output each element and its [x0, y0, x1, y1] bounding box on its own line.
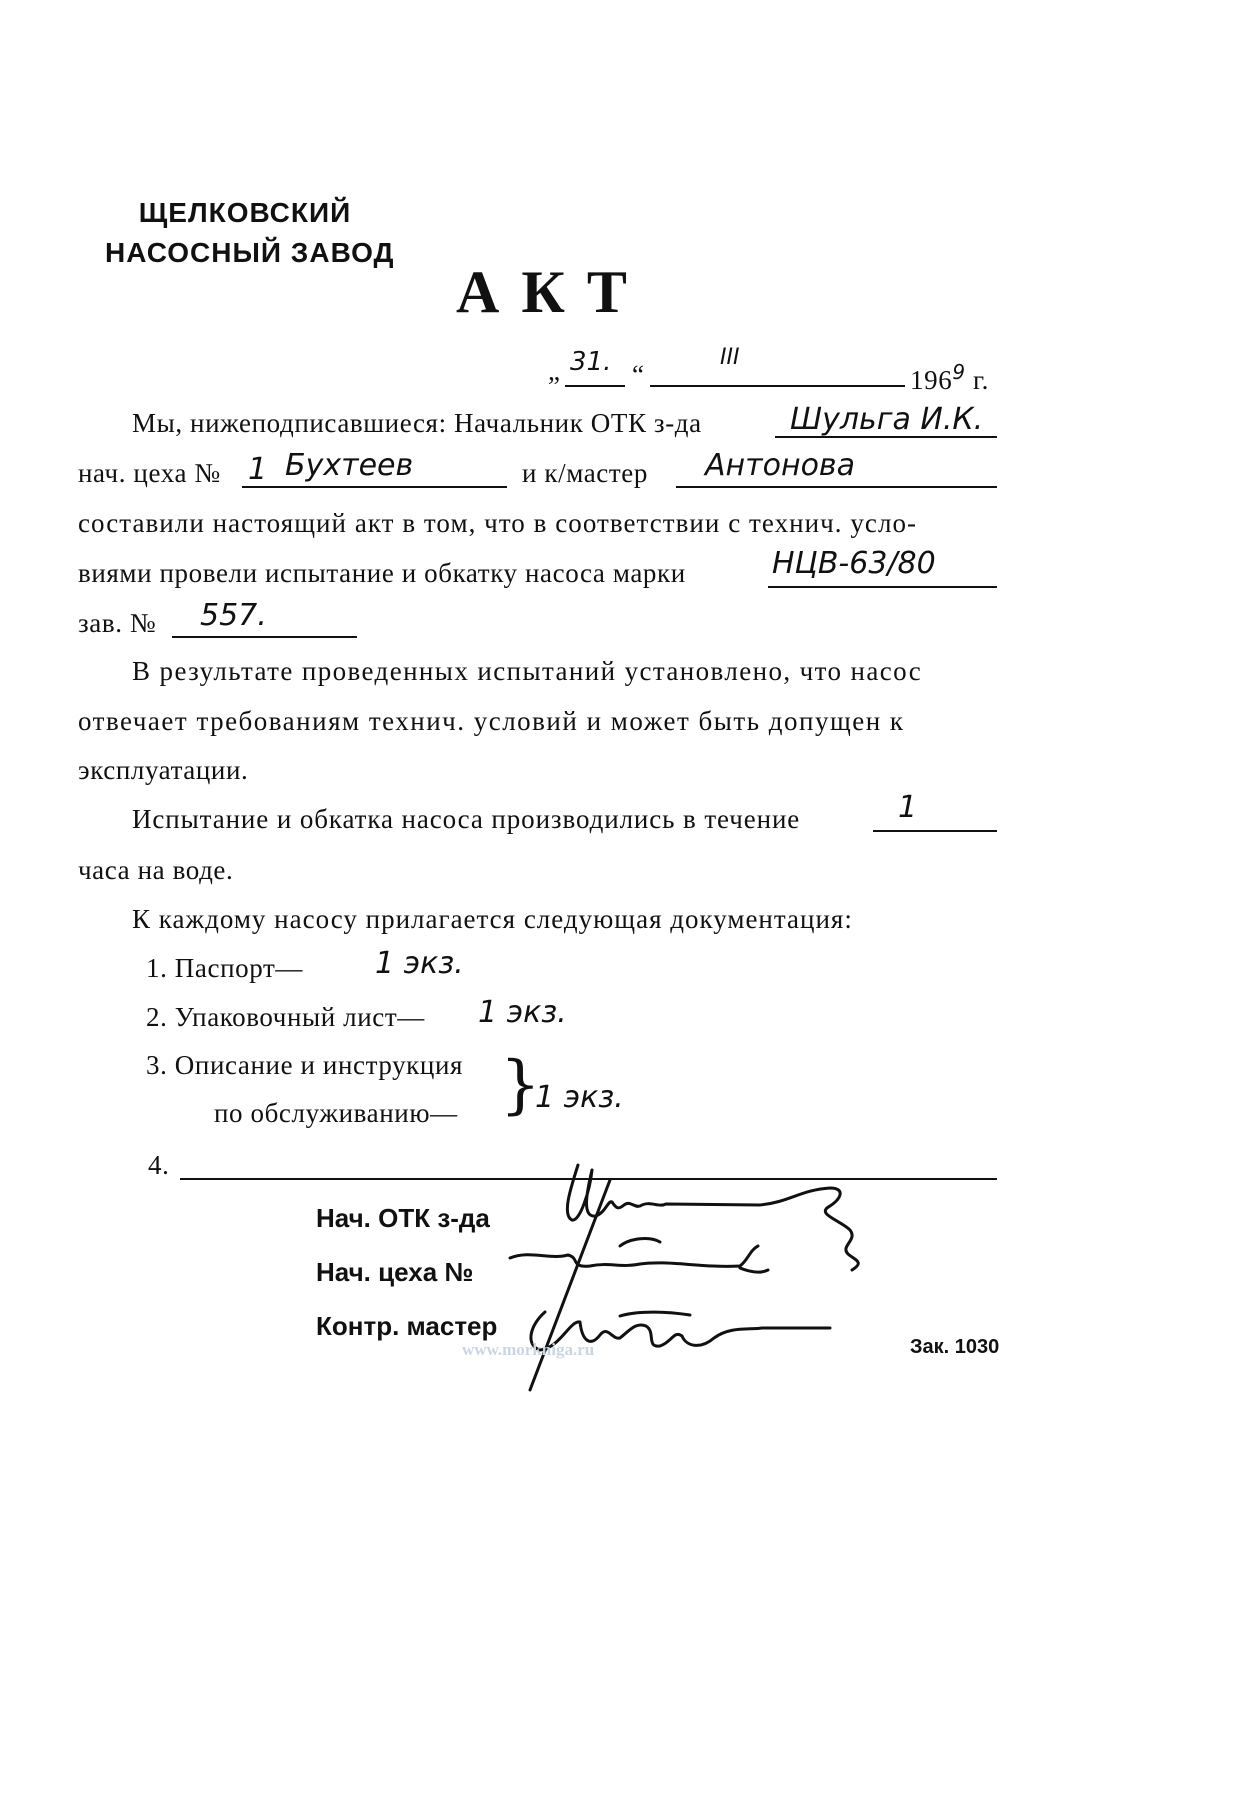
result-line-3: эксплуатации. [78, 755, 249, 785]
document-item-1-qty: 1 экз. [375, 946, 464, 981]
signature-shop-chief [510, 1239, 768, 1273]
foreman-name: Антонова [705, 448, 855, 483]
foreman-label: и к/мастер [522, 458, 648, 488]
shop-label: нач. цеха № [78, 458, 221, 488]
signature-foreman-label: Контр. мастер [316, 1311, 498, 1341]
date-year [910, 360, 989, 396]
organization-line-2: НАСОСНЫЙ ЗАВОД [105, 237, 395, 268]
foreman-underline [676, 486, 997, 488]
duration-underline [873, 830, 997, 832]
pump-model: НЦВ-63/80 [772, 546, 936, 581]
document-item-3: 3. Описание и инструкция [146, 1050, 464, 1080]
document-item-3-qty: 1 экз. [535, 1080, 624, 1115]
intro-label: Мы, нижеподписавшиеся: Начальник ОТК з-да [132, 408, 702, 438]
organization-line-1: ЩЕЛКОВСКИЙ [138, 197, 352, 228]
pump-model-label: виями провели испытание и обкатку насоса марки [78, 558, 686, 588]
documentation-intro: К каждому насосу прилагается следующая документация: [132, 904, 853, 934]
pump-model-underline [768, 586, 997, 588]
document-title: АКТ [456, 259, 649, 325]
duration-value: 1 [898, 790, 918, 825]
watermark: www.morkniga.ru [462, 1340, 595, 1359]
brace-icon: } [500, 1048, 541, 1122]
year-digit: 9 [952, 360, 966, 384]
result-line-2: отвечает требованиям технич. условий и может быть допущен к [78, 706, 905, 736]
document-item-4: 4. [148, 1150, 170, 1180]
date-close-quote: “ [632, 360, 645, 390]
shop-number: 1 [248, 452, 268, 487]
document-item-3-line-2: по обслуживанию— [214, 1098, 458, 1128]
signatures-handwriting [500, 1150, 900, 1400]
serial-underline [172, 636, 357, 638]
month-underline [650, 385, 905, 387]
otk-chief-name: Шульга И.К. [790, 402, 984, 437]
signature-otk-label: Нач. ОТК з-да [316, 1203, 490, 1233]
order-number: Зак. 1030 [910, 1336, 1000, 1358]
date-open-quote: „ [548, 356, 561, 386]
organization-name [105, 193, 395, 273]
year-suffix: г. [973, 365, 989, 395]
duration-label: Испытание и обкатка насоса производились в течение [132, 804, 801, 834]
result-line-1: В результате проведенных испытаний установлено, что насос [132, 656, 923, 686]
duration-line-2: часа на воде. [78, 855, 234, 885]
date-day: 31. [570, 347, 612, 377]
body-line-3: составили настоящий акт в том, что в соответствии с технич. усло- [78, 508, 918, 538]
shop-chief-name: Бухтеев [285, 448, 414, 483]
document-item-2-qty: 1 экз. [478, 995, 567, 1030]
serial-number: 557. [200, 598, 267, 633]
serial-label: зав. № [78, 608, 157, 638]
date-month: III [720, 345, 740, 370]
year-prefix: 196 [910, 365, 953, 395]
signature-shop-label: Нач. цеха № [316, 1257, 474, 1287]
document-item-1: 1. Паспорт— [146, 953, 303, 983]
day-underline [565, 385, 625, 387]
document-item-2: 2. Упаковочный лист— [146, 1002, 425, 1032]
shop-underline [242, 486, 507, 488]
